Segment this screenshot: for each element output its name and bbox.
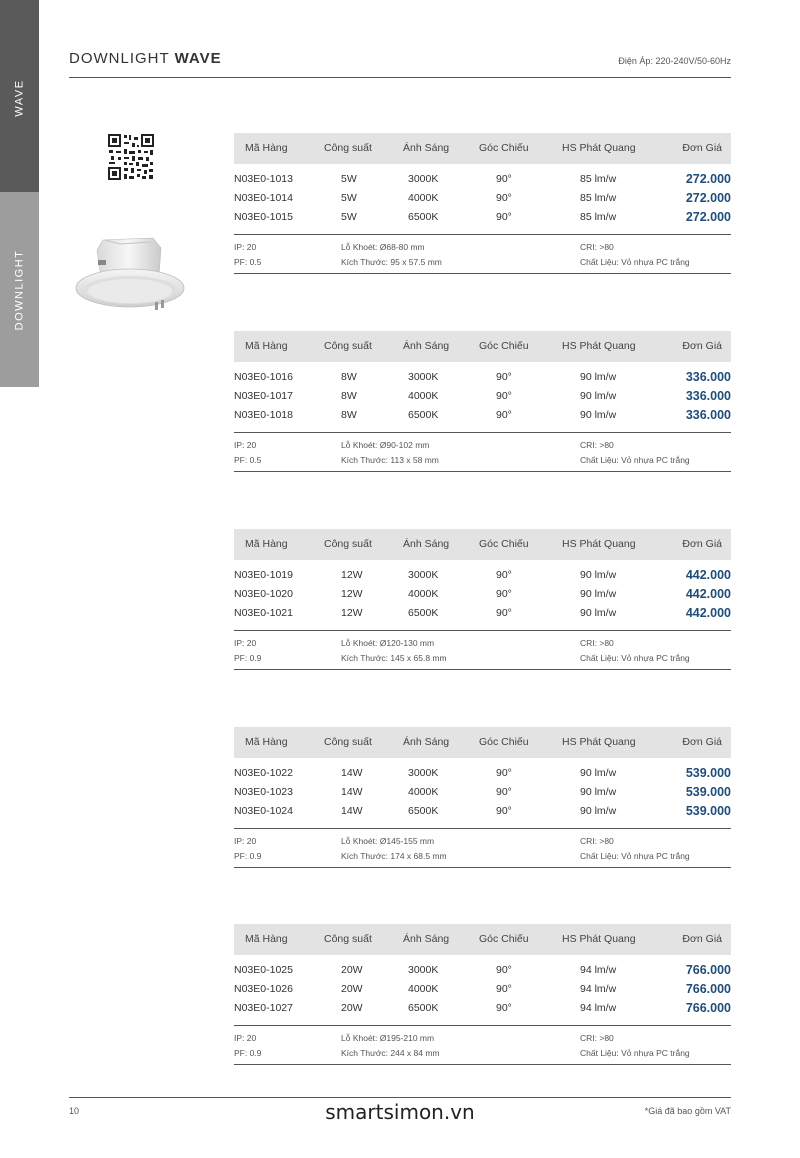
table-header [234, 924, 731, 955]
cell-angle: 90° [496, 192, 512, 204]
table-row [234, 980, 731, 999]
cell-code: N03E0-1018 [234, 409, 293, 421]
column-header-angle: Góc Chiếu [479, 736, 529, 748]
cell-light: 4000K [408, 192, 439, 204]
spec-material: Chất Liệu: Vỏ nhựa PC trắng [580, 257, 690, 267]
page-number: 10 [69, 1106, 80, 1116]
column-header-code: Mã Hàng [245, 933, 288, 945]
spec-ip: IP: 20 [234, 440, 257, 450]
brand-website: smartsimon.vn [325, 1100, 475, 1124]
column-header-price: Đơn Giá [682, 142, 722, 154]
cell-efficiency: 90 lm/w [580, 588, 617, 600]
cell-efficiency: 90 lm/w [580, 390, 617, 402]
product-table [234, 331, 731, 472]
cell-angle: 90° [496, 983, 512, 995]
cell-power: 20W [341, 983, 363, 995]
spec-material: Chất Liệu: Vỏ nhựa PC trắng [580, 653, 690, 663]
spec-cri: CRI: >80 [580, 1033, 614, 1043]
page-title: DOWNLIGHT WAVE [69, 50, 222, 67]
cell-code: N03E0-1024 [234, 805, 293, 817]
sidebar-label-downlight: DOWNLIGHT [13, 249, 26, 331]
table-row [234, 604, 731, 623]
cell-power: 14W [341, 767, 363, 779]
cell-angle: 90° [496, 211, 512, 223]
cell-price: 272.000 [685, 210, 731, 224]
cell-price: 442.000 [685, 606, 731, 620]
cell-price: 442.000 [685, 587, 731, 601]
spec-size: Kích Thước: 145 x 65.8 mm [341, 653, 447, 663]
column-header-angle: Góc Chiếu [479, 933, 529, 945]
spec-ip: IP: 20 [234, 836, 257, 846]
spec-cri: CRI: >80 [580, 638, 614, 648]
spec-section [234, 433, 731, 471]
cell-code: N03E0-1023 [234, 786, 293, 798]
cell-code: N03E0-1021 [234, 607, 293, 619]
qr-code-icon [107, 133, 155, 181]
cell-angle: 90° [496, 371, 512, 383]
cell-light: 4000K [408, 588, 439, 600]
cell-code: N03E0-1017 [234, 390, 293, 402]
voltage-note: Điện Áp: 220-240V/50-60Hz [618, 56, 731, 66]
spec-section [234, 631, 731, 669]
spec-pf: PF: 0.9 [234, 1048, 262, 1058]
cell-efficiency: 94 lm/w [580, 1002, 617, 1014]
cell-efficiency: 90 lm/w [580, 409, 617, 421]
spec-material: Chất Liệu: Vỏ nhựa PC trắng [580, 455, 690, 465]
column-header-efficiency: HS Phát Quang [562, 340, 636, 352]
cell-efficiency: 85 lm/w [580, 173, 617, 185]
spec-ip: IP: 20 [234, 242, 257, 252]
column-header-angle: Góc Chiếu [479, 340, 529, 352]
spec-divider [234, 1064, 731, 1065]
cell-light: 3000K [408, 569, 439, 581]
spec-divider [234, 669, 731, 670]
spec-size: Kích Thước: 174 x 68.5 mm [341, 851, 447, 861]
cell-power: 8W [341, 371, 357, 383]
cell-efficiency: 85 lm/w [580, 211, 617, 223]
table-header [234, 727, 731, 758]
cell-price: 766.000 [685, 1001, 731, 1015]
cell-price: 272.000 [685, 172, 731, 186]
cell-price: 272.000 [685, 191, 731, 205]
table-row [234, 368, 731, 387]
cell-power: 14W [341, 786, 363, 798]
spec-section [234, 235, 731, 273]
table-row [234, 170, 731, 189]
footer-divider [69, 1097, 731, 1098]
column-header-code: Mã Hàng [245, 340, 288, 352]
cell-efficiency: 90 lm/w [580, 805, 617, 817]
spec-cutout: Lỗ Khoét: Ø68-80 mm [341, 242, 425, 252]
cell-angle: 90° [496, 569, 512, 581]
cell-power: 8W [341, 390, 357, 402]
cell-light: 4000K [408, 390, 439, 402]
spec-material: Chất Liệu: Vỏ nhựa PC trắng [580, 1048, 690, 1058]
column-header-power: Công suất [324, 142, 372, 154]
spec-cutout: Lỗ Khoét: Ø145-155 mm [341, 836, 435, 846]
column-header-power: Công suất [324, 933, 372, 945]
column-header-power: Công suất [324, 538, 372, 550]
column-header-power: Công suất [324, 340, 372, 352]
cell-code: N03E0-1013 [234, 173, 293, 185]
spec-cri: CRI: >80 [580, 440, 614, 450]
column-header-efficiency: HS Phát Quang [562, 142, 636, 154]
column-header-price: Đơn Giá [682, 933, 722, 945]
spec-pf: PF: 0.9 [234, 653, 262, 663]
table-row [234, 406, 731, 425]
cell-price: 766.000 [685, 963, 731, 977]
cell-code: N03E0-1026 [234, 983, 293, 995]
cell-efficiency: 85 lm/w [580, 192, 617, 204]
spec-cutout: Lỗ Khoét: Ø90-102 mm [341, 440, 430, 450]
spec-cri: CRI: >80 [580, 242, 614, 252]
spec-size: Kích Thước: 95 x 57.5 mm [341, 257, 442, 267]
cell-price: 539.000 [685, 804, 731, 818]
column-header-efficiency: HS Phát Quang [562, 933, 636, 945]
column-header-code: Mã Hàng [245, 736, 288, 748]
product-table [234, 133, 731, 274]
cell-angle: 90° [496, 786, 512, 798]
spec-material: Chất Liệu: Vỏ nhựa PC trắng [580, 851, 690, 861]
cell-price: 539.000 [685, 766, 731, 780]
spec-cutout: Lỗ Khoét: Ø120-130 mm [341, 638, 435, 648]
column-header-code: Mã Hàng [245, 142, 288, 154]
column-header-price: Đơn Giá [682, 538, 722, 550]
cell-power: 12W [341, 607, 363, 619]
column-header-code: Mã Hàng [245, 538, 288, 550]
cell-angle: 90° [496, 964, 512, 976]
table-header [234, 529, 731, 560]
cell-code: N03E0-1016 [234, 371, 293, 383]
spec-cri: CRI: >80 [580, 836, 614, 846]
cell-angle: 90° [496, 607, 512, 619]
cell-price: 766.000 [685, 982, 731, 996]
cell-angle: 90° [496, 1002, 512, 1014]
cell-light: 4000K [408, 983, 439, 995]
cell-light: 6500K [408, 211, 439, 223]
cell-price: 336.000 [685, 370, 731, 384]
cell-power: 20W [341, 964, 363, 976]
table-row [234, 961, 731, 980]
cell-power: 14W [341, 805, 363, 817]
product-table [234, 924, 731, 1065]
cell-power: 20W [341, 1002, 363, 1014]
column-header-light: Ánh Sáng [403, 736, 450, 748]
spec-section [234, 1026, 731, 1064]
cell-light: 6500K [408, 409, 439, 421]
cell-light: 4000K [408, 786, 439, 798]
cell-light: 3000K [408, 371, 439, 383]
cell-efficiency: 94 lm/w [580, 964, 617, 976]
cell-light: 6500K [408, 805, 439, 817]
downlight-product-image [75, 232, 187, 314]
cell-efficiency: 90 lm/w [580, 569, 617, 581]
cell-price: 539.000 [685, 785, 731, 799]
spec-divider [234, 471, 731, 472]
cell-light: 6500K [408, 607, 439, 619]
cell-code: N03E0-1015 [234, 211, 293, 223]
cell-price: 336.000 [685, 389, 731, 403]
cell-code: N03E0-1025 [234, 964, 293, 976]
spec-section [234, 829, 731, 867]
spec-cutout: Lỗ Khoét: Ø195-210 mm [341, 1033, 435, 1043]
column-header-light: Ánh Sáng [403, 538, 450, 550]
cell-light: 6500K [408, 1002, 439, 1014]
cell-angle: 90° [496, 409, 512, 421]
table-row [234, 387, 731, 406]
table-row [234, 764, 731, 783]
column-header-angle: Góc Chiếu [479, 538, 529, 550]
spec-ip: IP: 20 [234, 1033, 257, 1043]
cell-power: 12W [341, 588, 363, 600]
spec-size: Kích Thước: 244 x 84 mm [341, 1048, 440, 1058]
header-divider [69, 77, 731, 78]
column-header-power: Công suất [324, 736, 372, 748]
product-table [234, 529, 731, 670]
spec-size: Kích Thước: 113 x 58 mm [341, 455, 439, 465]
spec-pf: PF: 0.5 [234, 455, 262, 465]
table-row [234, 566, 731, 585]
cell-angle: 90° [496, 173, 512, 185]
cell-light: 3000K [408, 964, 439, 976]
cell-power: 12W [341, 569, 363, 581]
table-row [234, 585, 731, 604]
cell-efficiency: 94 lm/w [580, 983, 617, 995]
cell-light: 3000K [408, 173, 439, 185]
column-header-angle: Góc Chiếu [479, 142, 529, 154]
cell-efficiency: 90 lm/w [580, 371, 617, 383]
cell-efficiency: 90 lm/w [580, 786, 617, 798]
cell-angle: 90° [496, 805, 512, 817]
table-row [234, 802, 731, 821]
cell-code: N03E0-1019 [234, 569, 293, 581]
cell-light: 3000K [408, 767, 439, 779]
table-row [234, 189, 731, 208]
cell-code: N03E0-1022 [234, 767, 293, 779]
column-header-light: Ánh Sáng [403, 142, 450, 154]
column-header-price: Đơn Giá [682, 736, 722, 748]
cell-angle: 90° [496, 390, 512, 402]
cell-code: N03E0-1014 [234, 192, 293, 204]
column-header-light: Ánh Sáng [403, 933, 450, 945]
sidebar-label-wave: WAVE [13, 79, 26, 117]
spec-pf: PF: 0.5 [234, 257, 262, 267]
table-header [234, 331, 731, 362]
column-header-efficiency: HS Phát Quang [562, 736, 636, 748]
column-header-efficiency: HS Phát Quang [562, 538, 636, 550]
cell-price: 336.000 [685, 408, 731, 422]
spec-divider [234, 867, 731, 868]
table-row [234, 208, 731, 227]
vat-note: *Giá đã bao gồm VAT [644, 1106, 731, 1116]
cell-efficiency: 90 lm/w [580, 767, 617, 779]
cell-angle: 90° [496, 767, 512, 779]
table-header [234, 133, 731, 164]
spec-pf: PF: 0.9 [234, 851, 262, 861]
cell-power: 5W [341, 173, 357, 185]
cell-efficiency: 90 lm/w [580, 607, 617, 619]
cell-code: N03E0-1020 [234, 588, 293, 600]
column-header-price: Đơn Giá [682, 340, 722, 352]
spec-ip: IP: 20 [234, 638, 257, 648]
cell-price: 442.000 [685, 568, 731, 582]
table-row [234, 999, 731, 1018]
cell-power: 8W [341, 409, 357, 421]
cell-code: N03E0-1027 [234, 1002, 293, 1014]
table-row [234, 783, 731, 802]
cell-angle: 90° [496, 588, 512, 600]
column-header-light: Ánh Sáng [403, 340, 450, 352]
product-table [234, 727, 731, 868]
cell-power: 5W [341, 192, 357, 204]
cell-power: 5W [341, 211, 357, 223]
spec-divider [234, 273, 731, 274]
